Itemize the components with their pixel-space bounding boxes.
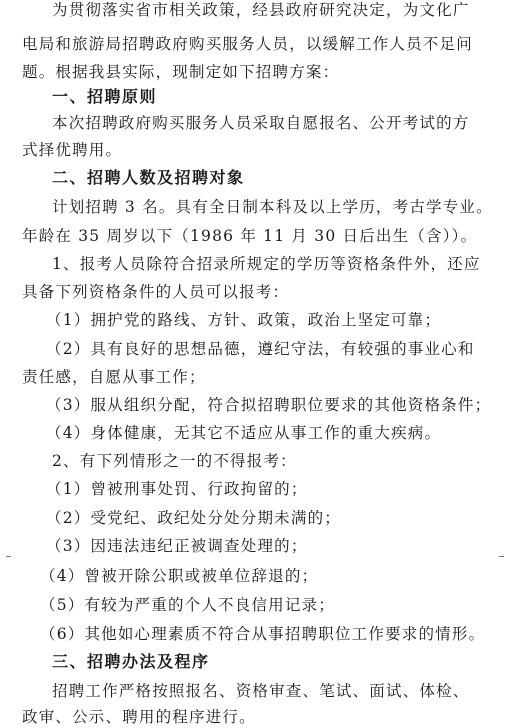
condition1-item-1: （1）拥护党的路线、方针、政策，政治上坚定可靠； (46, 311, 442, 329)
section-heading-principles: 一、招聘原则 (52, 87, 158, 106)
intro-line-1: 为贯彻落实省市相关政策，经县政府研究决定，为文化广 (52, 1, 470, 19)
condition2-title: 2、有下列情形之一的不得报考： (52, 452, 297, 470)
condition1-line-1: 1、报考人员除符合招录所规定的学历等资格条件外，还应 (52, 255, 481, 273)
section-heading-quota: 二、招聘人数及招聘对象 (52, 168, 245, 187)
condition2-item-3: （3）因违法违纪正被调查处理的； (46, 537, 308, 555)
procedure-line-1: 招聘工作严格按照报名、资格审查、笔试、面试、体检、 (52, 682, 470, 700)
condition2-item-4: （4）曾被开除公职或被单位辞退的； (40, 567, 319, 585)
margin-corner-mark-right (499, 556, 504, 557)
condition1-item-2: （2）具有良好的思想品德，遵纪守法，有较强的事业心和 (46, 340, 475, 358)
condition1-item-4: （4）身体健康，无其它不适应从事工作的重大疾病。 (46, 424, 442, 442)
principles-line-1: 本次招聘政府购买服务人员采取自愿报名、公开考试的方 (52, 114, 470, 132)
principles-line-2: 式择优聘用。 (22, 141, 123, 159)
procedure-line-2: 政审、公示、聘用的程序进行。 (22, 708, 256, 726)
condition2-item-5: （5）有较为严重的个人不良信用记录； (40, 596, 335, 614)
condition1-item-3: （3）服从组织分配，符合拟招聘职位要求的其他资格条件； (46, 396, 492, 414)
quota-line-1: 计划招聘 3 名。具有全日制本科及以上学历，考古学专业。 (52, 198, 493, 216)
intro-line-2: 电局和旅游局招聘政府购买服务人员，以缓解工作人员不足问 (22, 35, 473, 53)
intro-line-3: 题。根据我县实际，现制定如下招聘方案： (22, 63, 340, 81)
condition1-line-2: 具备下列资格条件的人员可以报考： (22, 283, 290, 301)
condition2-item-2: （2）受党纪、政纪处分处分期未满的； (46, 509, 341, 527)
margin-corner-mark-left (6, 556, 11, 557)
condition2-item-6: （6）其他如心理素质不符合从事招聘职位工作要求的情形。 (40, 625, 486, 643)
section-heading-procedure: 三、招聘办法及程序 (52, 652, 210, 671)
condition2-item-1: （1）曾被刑事处罚、行政拘留的； (46, 480, 308, 498)
condition1-item-2-cont: 责任感，自愿从事工作； (22, 368, 206, 386)
quota-line-2: 年龄在 35 周岁以下（1986 年 11 月 30 日后出生（含））。 (22, 227, 478, 245)
